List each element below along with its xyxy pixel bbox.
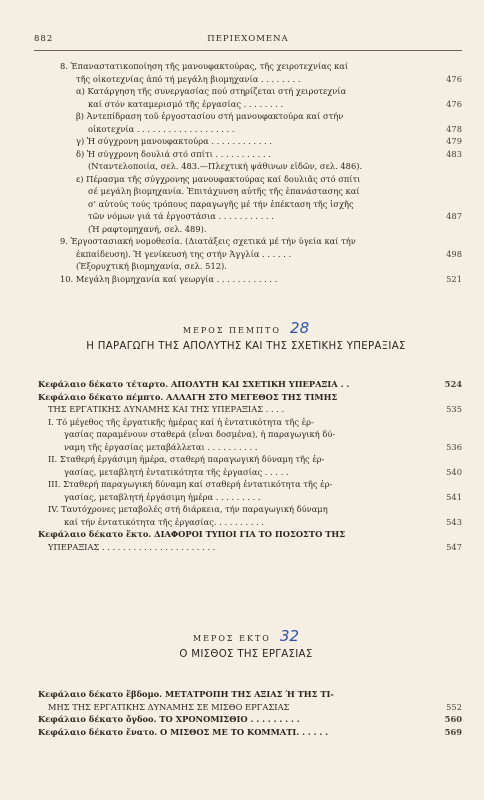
toc-entry-text: III. Σταθερή παραγωγική δύναμη καί σταθερή ἐντατικότητα τῆς ἐρ-	[48, 479, 333, 489]
toc-entry-text: τῆς οἰκοτεχνίας ἀπό τή μεγάλη βιομηχανία . . . . . . . .	[76, 73, 301, 84]
toc-entry-text: 9. Ἐργοστασιακή νομοθεσία. (Διατάξεις σχετικά μέ τήν ὑγεία καί τήν	[60, 236, 356, 246]
part-title: Η ΠΑΡΑΓΩΓΗ ΤΗΣ ΑΠΟΛΥΤΗΣ ΚΑΙ ΤΗΣ ΣΧΕΤΙΚΗΣ ΥΠΕΡΑΞΙΑΣ	[86, 341, 406, 352]
toc-entry-page: 560	[444, 714, 462, 724]
toc-entry-text: ΜΗΣ ΤΗΣ ΕΡΓΑΤΙΚΗΣ ΔΥΝΑΜΗΣ ΣΕ ΜΙΣΘΟ ΕΡΓΑΣΙΑΣ	[48, 701, 290, 712]
toc-entry	[48, 160, 462, 173]
toc-entry-text: ναμη τῆς ἐργασίας μεταβάλλεται . . . . . . . . . .	[64, 441, 258, 452]
toc-entry	[48, 173, 462, 186]
toc-entry-text: IV. Ταυτόχρονες μεταβολές στή διάρκεια, τήν παραγωγική δύναμη	[48, 504, 328, 514]
toc-entry	[48, 198, 462, 211]
toc-entry-text: Κεφάλαιο δέκατο ἕβδομο. ΜΕΤΑΤΡΟΠΗ ΤΗΣ ΑΞΙΑΣ Ή ΤΗΣ ΤΙ-	[38, 689, 334, 699]
toc-entry-text: γασίας παραμένουν σταθερά (εἶναι δοσμένα), ἡ παραγωγική δύ-	[64, 429, 336, 439]
toc-entry-text: (Ἡ ραφτομηχανή, σελ. 489).	[88, 223, 207, 234]
toc-entry	[38, 503, 462, 516]
toc-entry-text: καί στόν καταμερισμό τῆς ἐργασίας . . . . . . . .	[88, 98, 284, 109]
toc-entry-page: 536	[446, 441, 462, 452]
toc-entry	[48, 110, 462, 123]
toc-entry-text: ε) Πέρασμα τῆς σύγχρονης μανουφακτούρας καί δουλιᾶς στό σπίτι	[76, 173, 361, 184]
running-title: ΠΕΡΙΕΧΟΜΕΝΑ	[207, 34, 289, 44]
toc-entry-text: 10. Μεγάλη βιομηχανία καί γεωργία . . . . . . . . . . . .	[60, 273, 278, 284]
part-label: ΜΕΡΟΣ ΠΕΜΠΤΟ	[182, 326, 281, 335]
toc-entry-text: Κεφάλαιο δέκατο ἔνατο. Ο ΜΙΣΘΟΣ ΜΕ ΤΟ ΚΟΜΜΑΤΙ. . . . . .	[38, 726, 329, 737]
toc-entry	[48, 260, 462, 273]
toc-entry-page: 543	[446, 516, 462, 527]
toc-entry-text: (Ἐξορυχτική βιομηχανία, σελ. 512).	[76, 261, 227, 271]
toc-entry-page: 540	[446, 466, 462, 477]
toc-entry	[48, 135, 462, 148]
toc-entry	[48, 273, 462, 286]
toc-entry-text: γασίας, μεταβλητή ἐργάσιμη ἡμέρα . . . . . . . . .	[64, 491, 261, 502]
toc-entry	[48, 85, 462, 98]
toc-entry-page: 487	[446, 211, 462, 221]
toc-section-chapter13	[48, 60, 462, 285]
toc-entry	[48, 123, 462, 136]
toc-entry-text: οἰκοτεχνία . . . . . . . . . . . . . . . . . . .	[88, 123, 235, 134]
toc-entry-text: II. Σταθερή ἐργάσιμη ἡμέρα, σταθερή παραγωγική δύναμη τῆς ἐρ-	[48, 454, 325, 464]
toc-entry-text: Κεφάλαιο δέκατο ὄγδοο. ΤΟ ΧΡΟΝΟΜΙΣΘΙΟ . . . . . . . . .	[38, 714, 300, 724]
toc-entry	[38, 688, 462, 701]
toc-entry	[48, 148, 462, 161]
toc-entry-text: σ' αὐτούς τούς τρόπους παραγωγῆς μέ τήν ἐπέκταση τῆς ἰσχῆς	[88, 198, 354, 209]
toc-entry	[48, 235, 462, 248]
toc-entry-page: 498	[446, 248, 462, 259]
toc-entry-text: 8. Ἐπαναστατικοποίηση τῆς μανουφακτούρας, τῆς χειροτεχνίας καί	[60, 61, 349, 71]
toc-entry-page: 552	[446, 701, 462, 712]
toc-entry-page: 535	[446, 404, 462, 414]
part-five-heading	[22, 318, 470, 352]
toc-entry	[38, 466, 462, 479]
toc-entry	[38, 541, 462, 554]
toc-entry	[38, 403, 462, 416]
toc-entry	[38, 713, 462, 726]
toc-entry-page: 569	[444, 726, 462, 737]
toc-entry	[38, 491, 462, 504]
handwritten-annotation: 32	[279, 627, 300, 645]
toc-entry-page: 521	[446, 273, 462, 284]
toc-entry	[48, 185, 462, 198]
toc-entry	[48, 248, 462, 261]
toc-entry-text: ΤΗΣ ΕΡΓΑΤΙΚΗΣ ΔΥΝΑΜΗΣ ΚΑΙ ΤΗΣ ΥΠΕΡΑΞΙΑΣ . . . .	[48, 404, 285, 414]
toc-entry-text: α) Κατάργηση τῆς συνεργασίας πού στηρίζεται στή χειροτεχνία	[76, 86, 347, 96]
toc-entry-page: 479	[446, 136, 462, 146]
toc-entry-text: ΥΠΕΡΑΞΙΑΣ . . . . . . . . . . . . . . . . . . . . . .	[48, 541, 216, 552]
toc-entry	[38, 516, 462, 529]
toc-entry-text: ἐκπαίδευση). Ἡ γενίκευσή της στήν Ἀγγλία . . . . . .	[76, 248, 292, 259]
toc-entry-text: Κεφάλαιο δέκατο ἕκτο. ΔΙΑΦΟΡΟΙ ΤΥΠΟΙ ΓΙΑ ΤΟ ΠΟΣΟΣΤΟ ΤΗΣ	[38, 529, 346, 539]
toc-entry	[38, 416, 462, 429]
toc-entry-page: 524	[444, 379, 462, 389]
toc-entry-text: β) Ἀντεπίδραση τοῦ ἐργοστασίου στή μανουφακτούρα καί στήν	[76, 111, 344, 121]
header-rule	[34, 50, 462, 51]
part-title: Ο ΜΙΣΘΟΣ ΤΗΣ ΕΡΓΑΣΙΑΣ	[179, 649, 313, 660]
toc-entry-text: σέ μεγάλη βιομηχανία. Ἐπιτάχυνση αὐτῆς τῆς ἐπανάστασης καί	[88, 186, 360, 196]
toc-entry-text: Κεφάλαιο δέκατο πέμπτο. ΑΛΛΑΓΗ ΣΤΟ ΜΕΓΕΘΟΣ ΤΗΣ ΤΙΜΗΣ	[38, 391, 338, 402]
toc-entry-text: Κεφάλαιο δέκατο τέταρτο. ΑΠΟΛΥΤΗ ΚΑΙ ΣΧΕΤΙΚΗ ΥΠΕΡΑΞΙΑ . .	[38, 379, 350, 389]
toc-entry	[48, 223, 462, 236]
toc-entry	[38, 726, 462, 739]
toc-entry	[48, 60, 462, 73]
page-header	[34, 34, 462, 48]
toc-entry-text: γασίας, μεταβλητή ἐντατικότητα τῆς ἐργασίας . . . . .	[64, 466, 289, 477]
toc-entry-text: δ) Ἡ σύγχρονη δουλιά στό σπίτι . . . . . . . . . . .	[76, 148, 271, 159]
toc-section-part6	[38, 688, 462, 738]
toc-entry-text: τῶν νόμων γιά τά ἐργοστάσια . . . . . . . . . . .	[88, 211, 274, 221]
toc-entry	[38, 478, 462, 491]
part-six-heading	[22, 626, 470, 660]
toc-entry-page: 476	[446, 73, 462, 84]
toc-section-part5	[38, 378, 462, 553]
part-label: ΜΕΡΟΣ ΕΚΤΟ	[192, 634, 271, 643]
toc-entry-page: 478	[446, 123, 462, 134]
toc-entry-text: I. Τό μέγεθος τῆς ἐργατικῆς ἡμέρας καί ἡ ἐντατικότητα τῆς ἐρ-	[48, 416, 314, 427]
toc-entry-page: 541	[446, 491, 462, 502]
toc-entry	[38, 378, 462, 391]
toc-entry	[38, 701, 462, 714]
toc-entry	[38, 453, 462, 466]
handwritten-annotation: 28	[290, 319, 310, 337]
toc-entry-page: 547	[446, 541, 462, 552]
toc-entry-text: καί τήν ἐντατικότητα τῆς ἐργασίας. . . . . . . . . .	[64, 516, 265, 527]
toc-entry	[48, 73, 462, 86]
toc-entry	[48, 98, 462, 111]
toc-entry	[48, 210, 462, 223]
toc-entry	[38, 428, 462, 441]
toc-entry-page: 476	[446, 98, 462, 109]
page-number: 882	[34, 34, 54, 44]
toc-entry-text: γ) Ἡ σύγχρονη μανουφακτούρα . . . . . . . . . . . .	[76, 136, 273, 146]
toc-entry-page: 483	[446, 148, 462, 159]
toc-entry-text: (Νταντελοποιία, σελ. 483.—Πλεχτική ψάθινων εἰδῶν, σελ. 486).	[88, 161, 363, 171]
toc-entry	[38, 528, 462, 541]
toc-entry	[38, 391, 462, 404]
toc-entry	[38, 441, 462, 454]
